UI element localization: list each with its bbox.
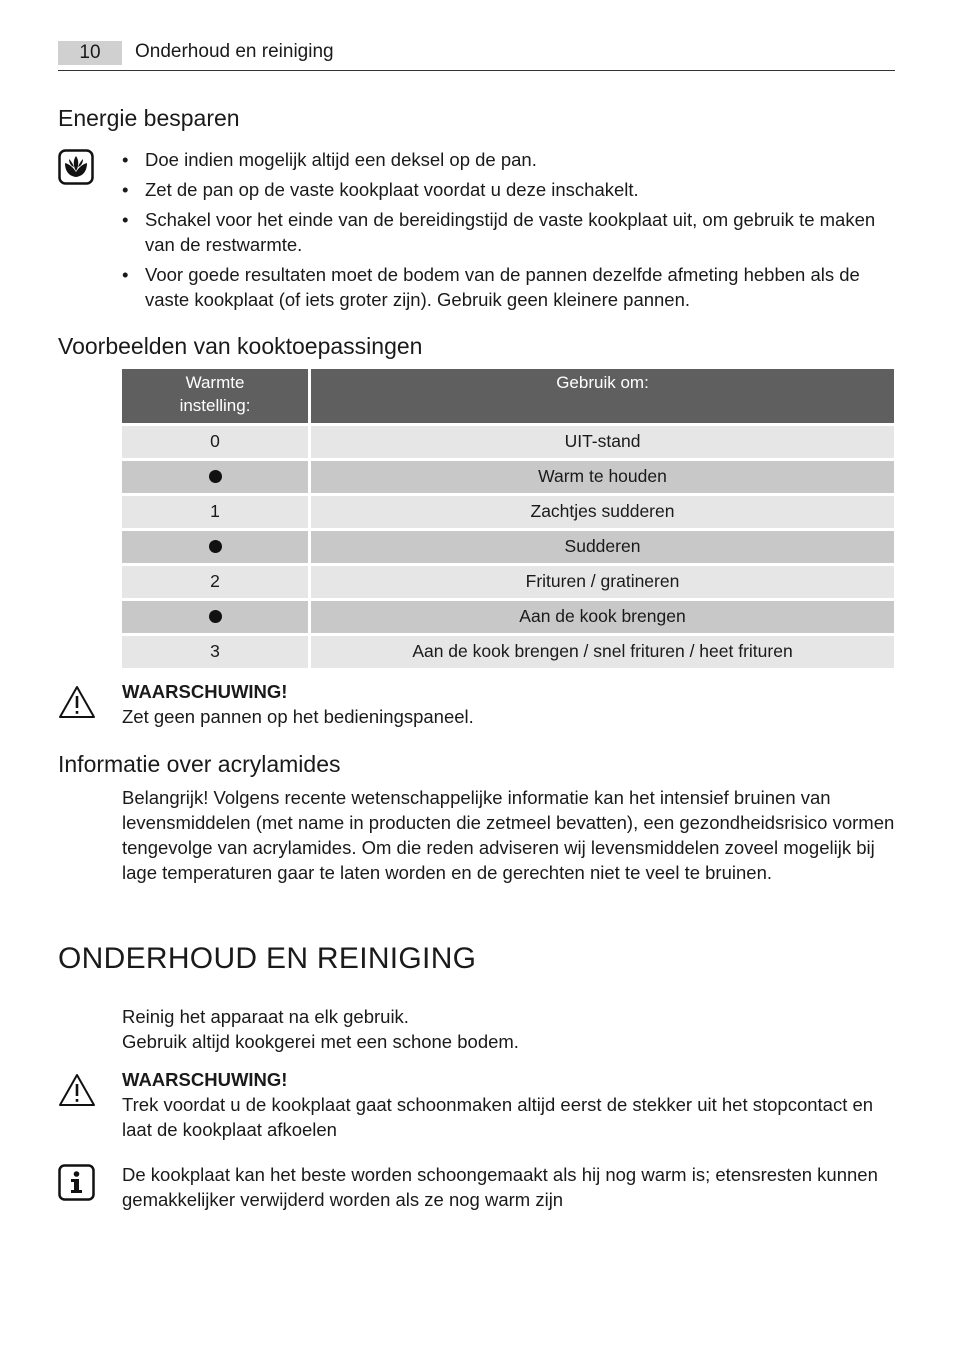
setting-cell: [122, 601, 308, 633]
acrylamides-paragraph: [122, 785, 897, 885]
use-cell: Warm te houden: [311, 461, 894, 493]
warning-triangle-icon: [58, 684, 96, 720]
table-row: [122, 636, 894, 668]
section-title-energie: Energie besparen: [58, 105, 240, 131]
table-row: [122, 566, 894, 598]
use-cell: Zachtjes sudderen: [311, 496, 894, 528]
intermediate-dot-icon: [209, 540, 222, 553]
table-row: [122, 531, 894, 563]
list-item: • Schakel voor het einde van de bereidingstijd de vaste kookplaat uit, om gebruik te maken van de restwarmte.: [122, 207, 897, 257]
warning-text: Trek voordat u de kookplaat gaat schoonmaken altijd eerst de stekker uit het stopcontact en laat de kookplaat afkoelen: [122, 1094, 874, 1140]
page-number: 10: [58, 41, 122, 65]
maintenance-line-2: Gebruik altijd kookgerei met een schone bodem.: [122, 1031, 519, 1052]
use-cell: Aan de kook brengen / snel frituren / heet frituren: [311, 636, 894, 668]
list-item: • Doe indien mogelijk altijd een deksel op de pan.: [122, 147, 897, 172]
use-cell: Aan de kook brengen: [311, 601, 894, 633]
use-cell: UIT-stand: [311, 426, 894, 458]
info-icon: [58, 1164, 95, 1201]
acrylamides-text: Volgens recente wetenschappelijke informatie kan het intensief bruinen van levensmiddelen (met name in producten die zetmeel bevatten), een gezondheidsrisico vormen tengevolge van acrylamides. Om die reden adviseren wij levensmiddelen zoveel mogelijk bij lage temperaturen gaar te laten worden en de gerechten niet te veel te bruinen.: [122, 787, 895, 883]
use-cell: Frituren / gratineren: [311, 566, 894, 598]
list-item: • Zet de pan op de vaste kookplaat voordat u deze inschakelt.: [122, 177, 897, 202]
warning-text: Zet geen pannen op het bedieningspaneel.: [122, 706, 474, 727]
list-item: • Voor goede resultaten moet de bodem van de pannen dezelfde afmeting hebben als de vaste kookplaat (of iets groter zijn). Gebruik geen kleinere pannen.: [122, 262, 897, 312]
info-text: De kookplaat kan het beste worden schoongemaakt als hij nog warm is; etensresten kunnen gemakkelijker verwijderd worden als ze nog warm zijn: [122, 1164, 878, 1210]
running-title: Onderhoud en reiniging: [135, 41, 334, 62]
use-cell: Sudderen: [311, 531, 894, 563]
setting-cell: 3: [122, 636, 308, 668]
warning-triangle-icon: [58, 1072, 96, 1108]
maintenance-line-1: Reinig het apparaat na elk gebruik.: [122, 1006, 409, 1027]
table-row: [122, 461, 894, 493]
table-row: [122, 496, 894, 528]
setting-cell: 2: [122, 566, 308, 598]
column-header-setting: Warmte instelling:: [122, 369, 308, 423]
intermediate-dot-icon: [209, 610, 222, 623]
warning-title: WAARSCHUWING!: [122, 681, 288, 702]
setting-cell: 0: [122, 426, 308, 458]
section-title-voorbeelden: Voorbeelden van kooktoepassingen: [58, 333, 423, 359]
setting-cell: [122, 531, 308, 563]
column-header-use: Gebruik om:: [311, 369, 894, 423]
section-title-acrylamides: Informatie over acrylamides: [58, 751, 341, 777]
intermediate-dot-icon: [209, 470, 222, 483]
cooking-table: [122, 369, 894, 668]
warning-title: WAARSCHUWING!: [122, 1069, 288, 1090]
table-row: [122, 426, 894, 458]
important-label: Belangrijk!: [122, 787, 209, 808]
page-title: ONDERHOUD EN REINIGING: [58, 942, 477, 975]
table-header: [122, 369, 894, 423]
header-divider: [58, 70, 895, 71]
setting-cell: [122, 461, 308, 493]
setting-cell: 1: [122, 496, 308, 528]
table-row: [122, 601, 894, 633]
environment-leaf-icon: [58, 149, 92, 183]
energy-tips-list: [122, 147, 897, 317]
